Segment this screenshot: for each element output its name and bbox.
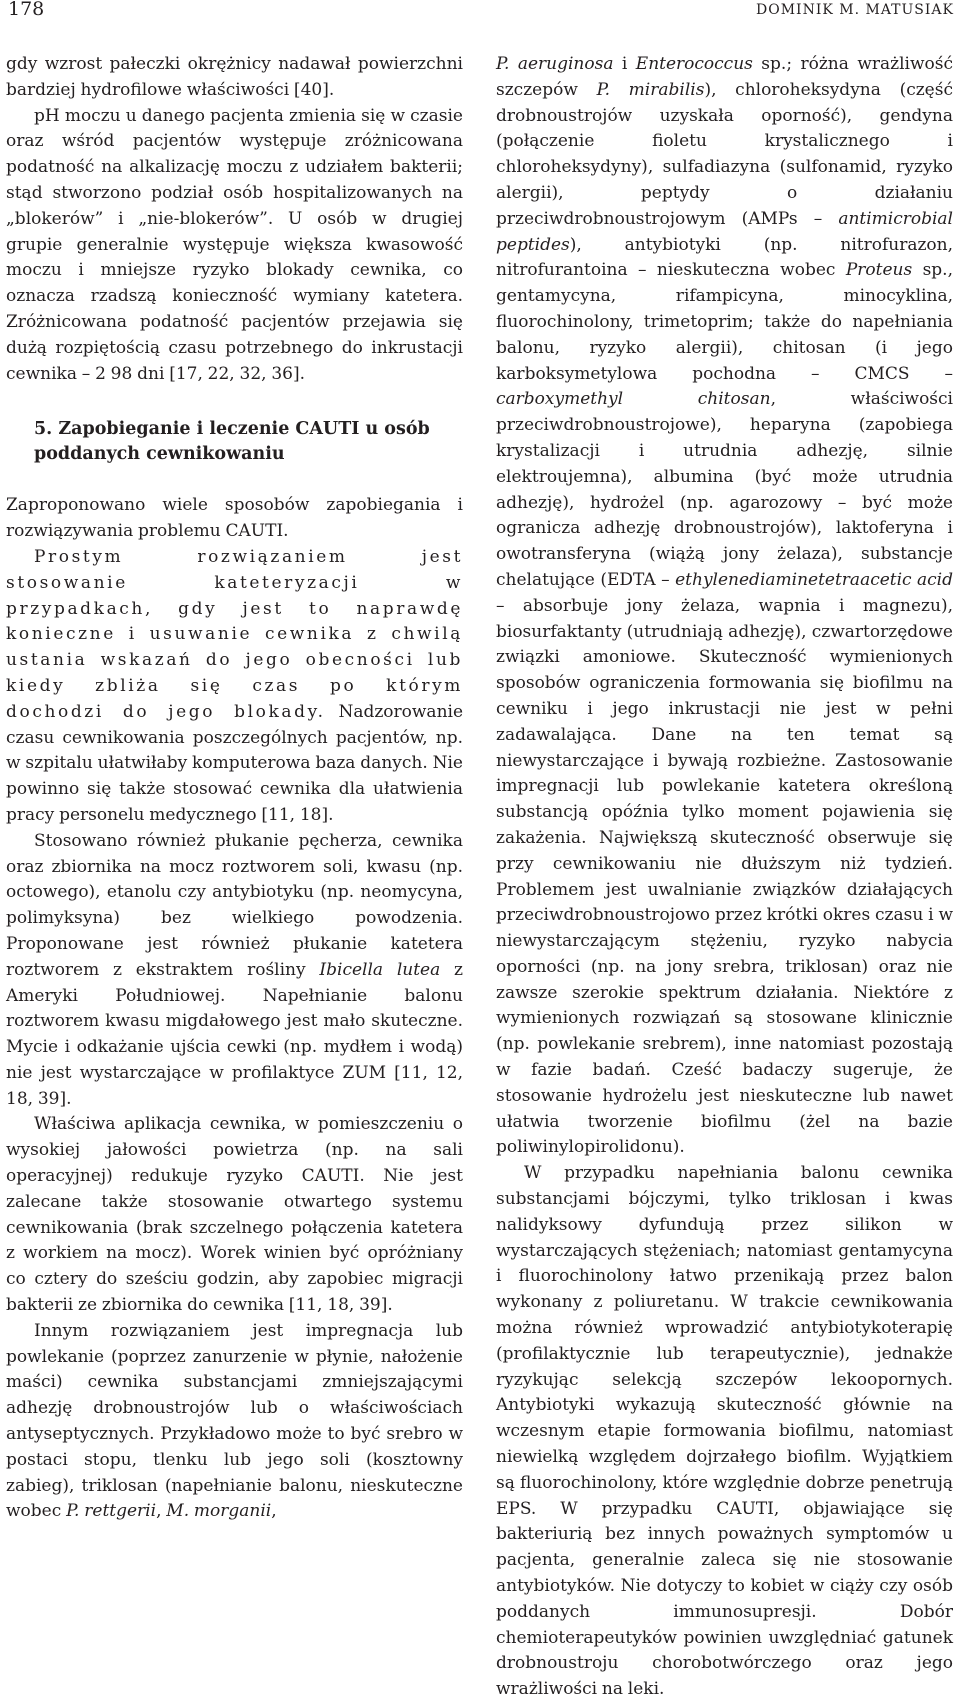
paragraph: pH moczu u danego pacjenta zmienia się w czasie oraz wśród pacjentów występuje zróżnicowana podatność na alkalizację moczu z udziałem bakterii; stąd stworzono podział osób hospitalizowanych na „blokerów” i „nie-blokerów”. U osób w drugiej grupie generalnie występuje większa kwasowość moczu i mniejsze ryzyko blokady cewnika, co oznacza rzadszą konieczność wymiany katetera. Zróżnicowana podatność pacjentów przejawia się dużą rozpiętością czasu potrzebnego do inkrustacji cewnika – 2 98 dni [17, 22, 32, 36].	[6, 105, 463, 384]
text-run: z Ameryki Południowej. Napełnianie balonu roztworem kwasu migdałowego jest mało skuteczne. Mycie i odkażanie ujścia cewki (np. mydłem i wodą) nie jest wystarczające w profilaktyce ZUM [11, 12, 18, 39].	[6, 959, 464, 1109]
italic-term: carboxymethyl chitosan	[496, 389, 771, 410]
italic-term: antimicrobial peptides	[496, 208, 953, 255]
paragraph	[496, 52, 953, 1161]
text-run: ), antybiotyki (np. nitrofurazon, nitrofurantoina – nieskuteczna wobec	[496, 234, 953, 281]
right-column	[496, 52, 953, 1703]
text-run: Nadzorowanie czasu cewnikowania poszczególnych pacjentów, np. w szpitalu ułatwiłaby komputerowa baza danych. Nie powinno się także stosować cewnika dla ułatwienia pracy personelu medycznego [11, 18].	[6, 701, 464, 825]
paragraph: gdy wzrost pałeczki okrężnicy nadawał powierzchni bardziej hydrofilowe właściwości [40].	[6, 54, 463, 100]
paragraph	[6, 1319, 463, 1525]
running-head: DOMINIK M. MATUSIAK	[756, 2, 954, 18]
paragraph: W przypadku napełniania balonu cewnika substancjami bójczymi, tylko triklosan i kwas nalidyksowy dyfundują przez silikon w wystarczających stężeniach; natomiast gentamycyna i fluorochinolony łatwo przenikają przez balon wykonany z poliuretanu. W trakcie cewnikowania można również wprowadzić antybiotykoterapię (profilaktycznie lub terapeutycznie), jednakże ryzykując selekcją szczepów lekoopornych. Antybiotyki wykazują skuteczność głównie na wczesnym etapie formowania biofilmu, natomiast niewielką względem dojrzałego biofilm. Wyjątkiem są fluorochinolony, które względnie dobrze penetrują EPS. W przypadku CAUTI, objawiające się bakteriurią bez innych poważnych symptomów u pacjenta, generalnie zaleca się nie stosowanie antybiotyków. Nie dotyczy to kobiet w ciąży czy osób poddanych immunosupresji. Dobór chemioterapeutyków powinien uwzględniać gatunek drobnoustroju chorobotwórczego oraz jego wrażliwości na leki.	[496, 1163, 953, 1700]
species-name: Enterococcus	[635, 54, 753, 74]
page-header	[8, 0, 954, 22]
paragraph	[6, 829, 463, 1113]
species-name: Ibicella lutea	[319, 959, 441, 980]
text-run: ,	[271, 1501, 277, 1522]
species-name: Proteus	[845, 260, 913, 281]
left-column	[6, 52, 463, 1525]
text-run: ), chloroheksydyna (część drobnoustrojów uzyskała oporność), gendyna (połączenie fioletu krystalicznego i chloroheksydyny), sulfadiazyna (sulfonamid, ryzyko alergii), peptydy o działaniu przeciwdrobnoustrojowym (AMPs –	[496, 79, 953, 229]
section-heading: 5. Zapobieganie i leczenie CAUTI u osób poddanych cewnikowaniu	[34, 419, 430, 465]
text-run: – absorbuje jony żelaza, wapnia i magnezu), biosurfaktanty (utrudniają adhezję), czwartorzędowe związki amoniowe. Skuteczność wymienionych sposobów ograniczenia formowania się biofilmu na cewniku i jego inkrustacji nie jest w pełni zadawalająca. Dane na ten temat są niewystarczające i bywają rozbieżne. Zastosowanie impregnacji lub powlekanie katetera określoną substancją opóźnia tylko moment pojawienia się zakażenia. Największą skuteczność obserwuje się przy cewnikowaniu nie dłuższym niż tydzień. Problemem jest uwalnianie związków działających przeciwdrobnoustrojowo przez krótki okres czasu i w niewystarczającym stężeniu, ryzyko nabycia oporności (np. na jony srebra, triklosan) oraz nie zawsze szerokie spektrum działania. Niektóre z wymienionych rozwiązań są stosowane klinicznie (np. powlekanie srebrem), inne natomiast pozostają w fazie badań. Cześć badaczy sugeruje, że stosowanie hydrożelu jest nieskuteczne lub nawet ułatwia tworzenie biofilmu (żel na bazie poliwinylopirolidonu).	[496, 595, 953, 1158]
text-run: i	[613, 54, 636, 74]
spaced-text: Prostym rozwiązaniem jest stosowanie kateteryzacji w przypadkach, gdy jest to naprawdę konieczne i usuwanie cewnika z chwilą ustania wskazań do jego obecności lub kiedy zbliża się czas po którym dochodzi do jego blokady.	[6, 546, 463, 722]
page-number: 178	[8, 0, 45, 20]
text-run: sp.; różna wrażliwość szczepów	[496, 54, 953, 100]
paragraph	[6, 545, 463, 829]
text-run: sp., gentamycyna, rifampicyna, minocyklina, fluorochinolony, trimetoprim; także do napełniania balonu, ryzyko alergii), chitosan (i jego karboksymetylowa pochodna – CMCS –	[496, 260, 953, 384]
text-run: Innym rozwiązaniem jest impregnacja lub powlekanie (poprzez zanurzenie w płynie, nałożenie maści) cewnika substancjami zmniejszającymi adhezję drobnoustrojów lub o właściwościach antyseptycznych. Przykładowo może to być srebro w postaci stopu, tlenku lub jego soli (kosztowny zabieg), triklosan (napełnianie balonu, nieskuteczne wobec	[6, 1320, 463, 1522]
species-name: P. mirabilis	[596, 79, 705, 100]
species-name: M. morganii	[166, 1501, 272, 1522]
paragraph: Właściwa aplikacja cewnika, w pomieszczeniu o wysokiej jałowości powietrza (np. na sali operacyjnej) redukuje ryzyko CAUTI. Nie jest zalecane także stosowanie otwartego systemu cewnikowania (brak szczelnego połączenia katetera z workiem na mocz). Worek winien być opróżniany co cztery do sześciu godzin, aby zapobiec migracji bakterii ze zbiornika do cewnika [11, 18, 39].	[6, 1114, 463, 1316]
species-name: P. rettgerii	[66, 1501, 157, 1522]
text-run: ,	[156, 1501, 167, 1522]
text-run: , właściwości przeciwdrobnoustrojowe), heparyna (zapobiega krystalizacji i utrudnia adhezję, silnie elektroujemna), albumina (być może utrudnia adhezję), hydrożel (np. agarozowy – być może ogranicza adhezję drobnoustrojów), laktoferyna i owotransferyna (wiążą jony żelaza), substancje chelatujące (EDTA –	[496, 389, 953, 590]
species-name: P. aeruginosa	[496, 54, 614, 74]
text-run: Stosowano również płukanie pęcherza, cewnika oraz zbiornika na mocz roztworem soli, kwasu (np. octowego), etanolu czy antybiotyku (np. neomycyna, polimyksyna) bez wielkiego powodzenia. Proponowane jest również płukanie katetera roztworem z ekstraktem rośliny	[6, 830, 463, 980]
paragraph: Zaproponowano wiele sposobów zapobiegania i rozwiązywania problemu CAUTI.	[6, 495, 463, 542]
italic-term: ethylenediaminetetraacetic acid	[675, 569, 954, 590]
